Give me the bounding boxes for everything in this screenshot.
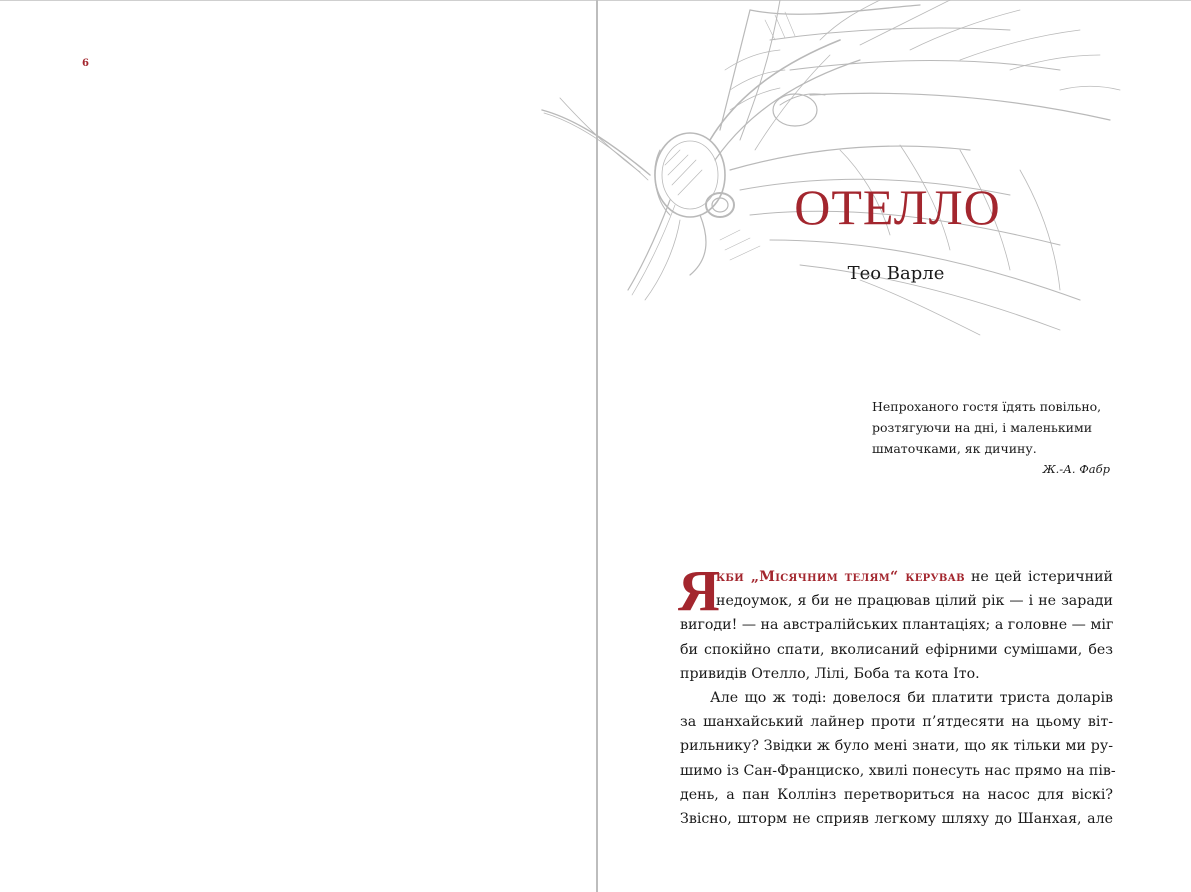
- body-line: Звісно, шторм не сприяв легкому шляху до Шанхая, але: [680, 810, 1113, 827]
- epigraph-line: розтягуючи на дні, і маленькими: [872, 420, 1093, 435]
- body-line: [680, 565, 1113, 589]
- first-line-rest: не цей істеричний: [964, 569, 1113, 585]
- body-line: шимо із Сан-Франциско, хвилі понесуть нас прямо на пів-: [680, 762, 1116, 779]
- epigraph-line: Непроханого гостя їдять повільно,: [872, 399, 1102, 414]
- body-line: би спокійно спати, вколисаний ефірними сумішами, без: [680, 641, 1113, 658]
- page-number: 6: [82, 58, 89, 69]
- body-line: рильнику? Звідки ж було мені знати, що як тільки ми ру-: [680, 738, 1113, 755]
- epigraph-line: шматочками, як дичину.: [872, 441, 1037, 456]
- author-name: Тео Варле: [847, 263, 945, 284]
- body-line: за шанхайський лайнер проти п’ятдесяти на цьому віт-: [680, 714, 1113, 731]
- body-line: Але що ж тоді: довелося би платити триста доларів: [710, 689, 1113, 706]
- body-line: привидів Отелло, Лілі, Боба та кота Іто.: [680, 665, 980, 682]
- body-line: недоумок, я би не працював цілий рік — і не заради: [716, 593, 1113, 610]
- body-line: день, а пан Коллінз перетвориться на насос для віскі?: [680, 786, 1113, 803]
- lead-in-smallcaps: кби „Місячним телям“ керував: [716, 569, 965, 585]
- body-text: [678, 558, 1116, 831]
- body-line: вигоди! — на австралійських плантаціях; а головне — міг: [680, 617, 1114, 634]
- drop-cap: Я: [678, 558, 720, 623]
- epigraph: [872, 396, 1112, 480]
- moth-sketch-illustration: [540, 0, 1140, 340]
- epigraph-source: Ж.-А. Фабр: [1042, 462, 1110, 476]
- chapter-title: ОТЕЛЛО: [794, 179, 1001, 235]
